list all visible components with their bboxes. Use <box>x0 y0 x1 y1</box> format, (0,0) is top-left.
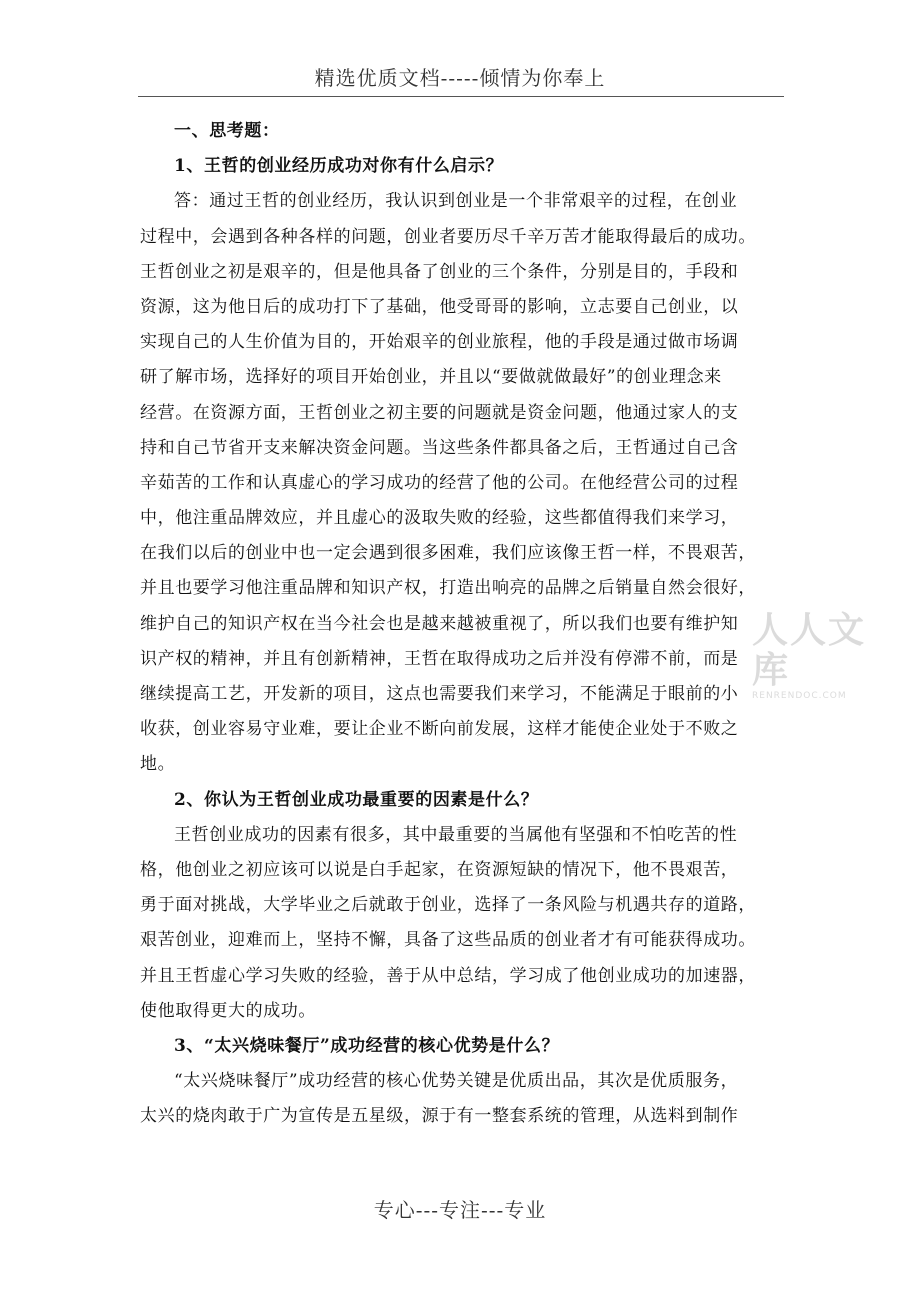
paragraph-line: 王哲创业之初是艰辛的，但是他具备了创业的三个条件，分别是目的，手段和 <box>140 261 739 282</box>
paragraph-line: 继续提高工艺，开发新的项目，这点也需要我们来学习，不能满足于眼前的小 <box>140 684 739 704</box>
paragraph-line: 艰苦创业，迎难而上，坚持不懈，具备了这些品质的创业者才有可能获得成功。 <box>140 930 756 951</box>
paragraph-line: 勇于面对挑战，大学毕业之后就敢于创业，选择了一条风险与机遇共存的道路， <box>140 895 756 916</box>
page-footer: 专心---专注---专业 <box>373 1198 547 1222</box>
document-body <box>140 114 780 1134</box>
watermark-logo: 人人文库 <box>752 609 867 691</box>
paragraph-line: 过程中，会遇到各种各样的问题，创业者要历尽千辛万苦才能取得最后的成功。 <box>140 226 756 247</box>
paragraph-line: 地。 <box>140 754 176 775</box>
section-heading-line: 3、“太兴烧味餐厅”成功经营的核心优势是什么？ <box>174 1035 560 1056</box>
paragraph-line: 在我们以后的创业中也一定会遇到很多困难，我们应该像王哲一样，不畏艰苦， <box>140 543 756 564</box>
paragraph-line: 并且也要学习他注重品牌和知识产权，打造出响亮的品牌之后销量自然会很好， <box>140 578 756 599</box>
paragraph-line: 格，他创业之初应该可以说是白手起家，在资源短缺的情况下，他不畏艰苦， <box>140 859 739 880</box>
paragraph-line: 使他取得更大的成功。 <box>140 1000 316 1021</box>
section-heading-line: 1、王哲的创业经历成功对你有什么启示？ <box>174 156 504 177</box>
paragraph-line: 并且王哲虚心学习失败的经验，善于从中总结，学习成了他创业成功的加速器， <box>140 965 756 986</box>
watermark-url: RENRENDOC.COM <box>752 691 847 701</box>
paragraph-line: 太兴的烧肉敢于广为宣传是五星级，源于有一整套系统的管理，从选料到制作 <box>140 1106 739 1127</box>
paragraph-line: 研了解市场，选择好的项目开始创业，并且以“要做就做最好”的创业理念来 <box>140 367 722 388</box>
paragraph-line: 收获，创业容易守业难，要让企业不断向前发展，这样才能使企业处于不败之 <box>140 719 739 740</box>
paragraph-line: 持和自己节省开支来解决资金问题。当这些条件都具备之后，王哲通过自己含 <box>140 437 739 458</box>
header-divider <box>138 96 784 97</box>
paragraph-line: 经营。在资源方面，王哲创业之初主要的问题就是资金问题，他通过家人的支 <box>140 402 739 423</box>
page-header: 精选优质文档-----倾情为你奉上 <box>314 66 606 90</box>
paragraph-line: 中，他注重品牌效应，并且虚心的汲取失败的经验，这些都值得我们来学习， <box>140 508 739 529</box>
section-heading-line: 2、你认为王哲创业成功最重要的因素是什么？ <box>174 789 539 810</box>
paragraph-line: “太兴烧味餐厅”成功经营的核心优势关键是优质出品，其次是优质服务， <box>174 1071 739 1092</box>
paragraph-line: 维护自己的知识产权在当今社会也是越来越被重视了，所以我们也要有维护知 <box>140 613 739 634</box>
paragraph-line: 答：通过王哲的创业经历，我认识到创业是一个非常艰辛的过程，在创业 <box>174 191 738 212</box>
paragraph-line: 识产权的精神，并且有创新精神，王哲在取得成功之后并没有停滞不前，而是 <box>140 648 739 669</box>
paragraph-line: 实现自己的人生价值为目的，开始艰辛的创业旅程，他的手段是通过做市场调 <box>140 332 739 353</box>
paragraph-line: 资源，这为他日后的成功打下了基础，他受哥哥的影响，立志要自己创业，以 <box>140 296 739 317</box>
paragraph-line: 辛茹苦的工作和认真虚心的学习成功的经营了他的公司。在他经营公司的过程 <box>140 472 739 493</box>
section-heading-line: 一、思考题： <box>174 121 280 141</box>
paragraph-line: 王哲创业成功的因素有很多，其中最重要的当属他有坚强和不怕吃苦的性 <box>174 824 738 845</box>
